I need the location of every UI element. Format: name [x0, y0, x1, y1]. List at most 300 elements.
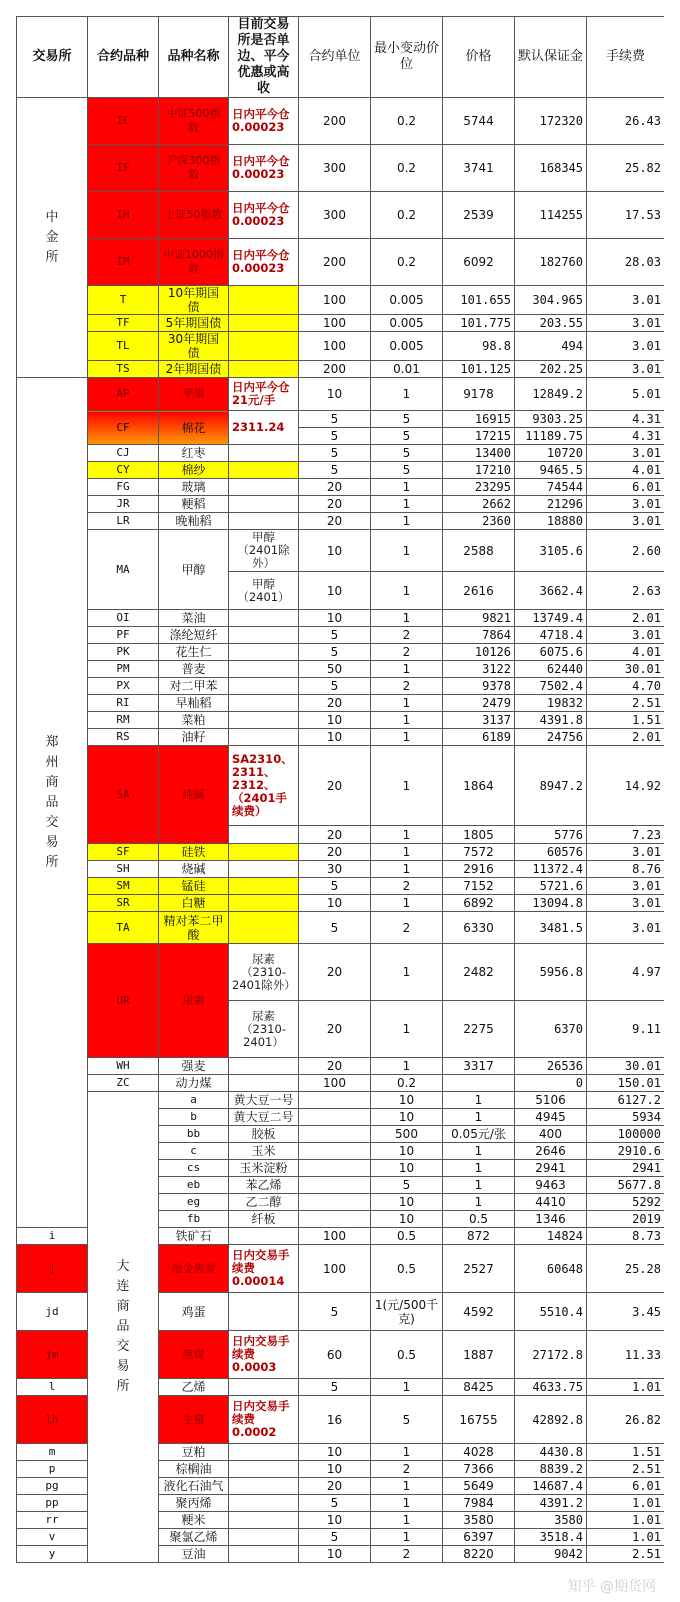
margin: 12849.2: [515, 378, 587, 411]
contract-code: v: [17, 1529, 88, 1546]
min-tick: 0.005: [371, 286, 443, 315]
note-cell: [299, 1109, 371, 1126]
contract-code: SF: [88, 844, 159, 861]
price: 9821: [443, 610, 515, 627]
margin: 304.965: [515, 286, 587, 315]
product-name: 棕榈油: [159, 1461, 229, 1478]
min-tick: 1: [371, 861, 443, 878]
table-row: [17, 895, 665, 912]
table-row: [17, 315, 665, 332]
table-row: [17, 411, 665, 428]
product-name: 锰硅: [159, 878, 229, 895]
contract-unit: 300: [299, 192, 371, 239]
min-tick: 5: [371, 462, 443, 479]
table-row: [17, 332, 665, 361]
note-cell: [299, 1092, 371, 1109]
margin: 9303.25: [515, 411, 587, 428]
contract-unit: 100: [299, 332, 371, 361]
min-tick: 0.5: [371, 1228, 443, 1245]
product-name: 强麦: [159, 1058, 229, 1075]
price: 3137: [443, 712, 515, 729]
min-tick: 2: [371, 912, 443, 944]
fee: 4.01: [587, 462, 665, 479]
header-margin: 默认保证金: [515, 17, 587, 98]
min-tick: 2: [371, 644, 443, 661]
note-cell: [229, 286, 299, 315]
header-row: [17, 17, 665, 98]
note-cell: [229, 1512, 299, 1529]
product-name: 铁矿石: [159, 1228, 229, 1245]
min-tick: 1: [371, 712, 443, 729]
fee: 2.51: [587, 1546, 665, 1563]
product-name: 苯乙烯: [229, 1177, 299, 1194]
fee: 1.51: [587, 712, 665, 729]
contract-code: SH: [88, 861, 159, 878]
min-tick: 1: [371, 944, 443, 1001]
product-name: 甲醇: [159, 530, 229, 610]
fee: 4.01: [587, 644, 665, 661]
min-tick: 0.2: [371, 192, 443, 239]
contract-unit: 20: [299, 944, 371, 1001]
header-min-tick: 最小变动价位: [371, 17, 443, 98]
contract-unit: 200: [299, 361, 371, 378]
min-tick: 1: [371, 729, 443, 746]
margin: 4718.4: [515, 627, 587, 644]
fee: 4.70: [587, 678, 665, 695]
note-cell: [229, 1478, 299, 1495]
contract-unit: 10: [371, 1194, 443, 1211]
price: 4945: [515, 1109, 587, 1126]
table-row: [17, 192, 665, 239]
contract-unit: 100: [299, 1245, 371, 1293]
min-tick: 0.5: [371, 1245, 443, 1293]
contract-unit: 5: [299, 1293, 371, 1331]
product-name: 对二甲苯: [159, 678, 229, 695]
contract-unit: 10: [371, 1092, 443, 1109]
contract-code: UR: [88, 944, 159, 1058]
contract-code: c: [159, 1143, 229, 1160]
min-tick: 1: [371, 513, 443, 530]
margin: 172320: [515, 98, 587, 145]
margin: 3481.5: [515, 912, 587, 944]
product-name: 精对苯二甲酸: [159, 912, 229, 944]
table-row: [17, 462, 665, 479]
header-fee: 手续费: [587, 17, 665, 98]
contract-code: m: [17, 1444, 88, 1461]
table-row: [17, 1075, 665, 1092]
min-tick: 0.2: [371, 98, 443, 145]
fee: 28.03: [587, 239, 665, 286]
margin: 5776: [515, 826, 587, 844]
contract-unit: 5: [299, 1379, 371, 1396]
price: 5744: [443, 98, 515, 145]
contract-code: pg: [17, 1478, 88, 1495]
fee: 8.73: [587, 1228, 665, 1245]
product-name: 动力煤: [159, 1075, 229, 1092]
contract-code: PX: [88, 678, 159, 695]
min-tick: 1: [371, 895, 443, 912]
contract-unit: 20: [299, 513, 371, 530]
min-tick: 2: [371, 627, 443, 644]
price: 8220: [443, 1546, 515, 1563]
margin: 18880: [515, 513, 587, 530]
product-name: 乙烯: [159, 1379, 229, 1396]
contract-unit: 20: [299, 746, 371, 826]
price: 4410: [515, 1194, 587, 1211]
contract-unit: 10: [299, 378, 371, 411]
min-tick: 1: [371, 1529, 443, 1546]
price: 872: [443, 1228, 515, 1245]
margin: 5677.8: [587, 1177, 665, 1194]
price: 2662: [443, 496, 515, 513]
min-tick: 1: [443, 1194, 515, 1211]
table-row: [17, 746, 665, 826]
contract-unit: 10: [299, 895, 371, 912]
product-name: 苹果: [159, 378, 229, 411]
contract-unit: 500: [371, 1126, 443, 1143]
product-name: 沪深300指数: [159, 145, 229, 192]
contract-code: SM: [88, 878, 159, 895]
min-tick: 0.005: [371, 332, 443, 361]
contract-code: jd: [17, 1293, 88, 1331]
fee: 8.76: [587, 861, 665, 878]
note-cell: [229, 1546, 299, 1563]
fee: 11.33: [587, 1331, 665, 1379]
header-price: 价格: [443, 17, 515, 98]
fee: 2.51: [587, 1461, 665, 1478]
contract-code: MA: [88, 530, 159, 610]
contract-code: CY: [88, 462, 159, 479]
contract-unit: 5: [299, 462, 371, 479]
fee: 6.01: [587, 479, 665, 496]
min-tick: 1: [371, 695, 443, 712]
contract-code: CJ: [88, 445, 159, 462]
note-cell: 日内平今仓 0.00023: [229, 145, 299, 192]
product-name: 白糖: [159, 895, 229, 912]
note-cell: [299, 1194, 371, 1211]
price: 7572: [443, 844, 515, 861]
contract-code: PF: [88, 627, 159, 644]
contract-unit: 30: [299, 861, 371, 878]
note-cell: [229, 861, 299, 878]
header-product-name: 品种名称: [159, 17, 229, 98]
product-name: 鸡蛋: [159, 1293, 229, 1331]
contract-code: IH: [88, 192, 159, 239]
price: 3741: [443, 145, 515, 192]
contract-unit: 10: [299, 610, 371, 627]
note-cell: [229, 1461, 299, 1478]
note-cell: [229, 678, 299, 695]
price: 8425: [443, 1379, 515, 1396]
contract-unit: 10: [299, 572, 371, 610]
fee: 4.97: [587, 944, 665, 1001]
price: 5649: [443, 1478, 515, 1495]
margin: 10720: [515, 445, 587, 462]
contract-code: i: [17, 1228, 88, 1245]
note-cell: [229, 361, 299, 378]
table-row: [17, 1092, 665, 1109]
exchange-cffex: 中金所: [17, 98, 88, 378]
min-tick: 0.2: [371, 145, 443, 192]
margin: 5510.4: [515, 1293, 587, 1331]
note-cell: 日内交易手续费 0.0002: [229, 1396, 299, 1444]
product-name: 聚氯乙烯: [159, 1529, 229, 1546]
table-row: [17, 844, 665, 861]
note-cell: 甲醇（2401）: [229, 572, 299, 610]
margin: 21296: [515, 496, 587, 513]
product-name: 2年期国债: [159, 361, 229, 378]
table-row: [17, 98, 665, 145]
min-tick: 0.2: [371, 239, 443, 286]
fee: 5.01: [587, 378, 665, 411]
min-tick: 1: [371, 496, 443, 513]
margin: 6075.6: [515, 644, 587, 661]
price: 9378: [443, 678, 515, 695]
contract-code: pp: [17, 1495, 88, 1512]
header-contract-unit: 合约单位: [299, 17, 371, 98]
contract-code: TS: [88, 361, 159, 378]
product-name: 早籼稻: [159, 695, 229, 712]
contract-code: RI: [88, 695, 159, 712]
min-tick: 1: [371, 1512, 443, 1529]
contract-unit: 10: [371, 1109, 443, 1126]
table-row: [17, 530, 665, 572]
price: 2941: [515, 1160, 587, 1177]
contract-code: fb: [159, 1211, 229, 1228]
price: 17210: [443, 462, 515, 479]
min-tick: 0.05元/张: [443, 1126, 515, 1143]
contract-code: eg: [159, 1194, 229, 1211]
table-row: [17, 729, 665, 746]
min-tick: 1: [371, 826, 443, 844]
contract-unit: 20: [299, 1478, 371, 1495]
product-name: 普麦: [159, 661, 229, 678]
margin: 168345: [515, 145, 587, 192]
min-tick: 0.5: [371, 1331, 443, 1379]
table-row: [17, 878, 665, 895]
contract-unit: 10: [299, 1512, 371, 1529]
note-cell: [229, 462, 299, 479]
fee: 1.51: [587, 1444, 665, 1461]
price: 2588: [443, 530, 515, 572]
note-cell: [229, 729, 299, 746]
margin: 42892.8: [515, 1396, 587, 1444]
contract-code: PK: [88, 644, 159, 661]
note-cell: 尿素（2310-2401）: [229, 1001, 299, 1058]
product-name: 粳米: [159, 1512, 229, 1529]
fee: 3.01: [587, 315, 665, 332]
note-cell: 日内平今仓 0.00023: [229, 239, 299, 286]
contract-unit: 5: [299, 878, 371, 895]
product-name: 10年期国债: [159, 286, 229, 315]
fee: 3.01: [587, 445, 665, 462]
product-name: 棉纱: [159, 462, 229, 479]
margin: 2910.6: [587, 1143, 665, 1160]
contract-code: IC: [88, 98, 159, 145]
product-name: 乙二醇: [229, 1194, 299, 1211]
contract-code: y: [17, 1546, 88, 1563]
note-cell: 日内平今仓21元/手: [229, 378, 299, 411]
table-row: [17, 912, 665, 944]
fee: 25.82: [587, 145, 665, 192]
table-row: [17, 678, 665, 695]
note-cell: [299, 1177, 371, 1194]
margin: 11189.75: [515, 428, 587, 445]
note-cell: [229, 712, 299, 729]
price: 101.655: [443, 286, 515, 315]
margin: 13094.8: [515, 895, 587, 912]
min-tick: 1: [371, 378, 443, 411]
contract-code: CF: [88, 411, 159, 445]
fee: 14.92: [587, 746, 665, 826]
price: 2360: [443, 513, 515, 530]
note-cell: [229, 315, 299, 332]
contract-unit: 5: [299, 644, 371, 661]
table-row: [17, 712, 665, 729]
product-name: 烧碱: [159, 861, 229, 878]
product-name: 黄大豆一号: [229, 1092, 299, 1109]
contract-unit: 5: [299, 411, 371, 428]
margin: 11372.4: [515, 861, 587, 878]
product-name: 黄大豆二号: [229, 1109, 299, 1126]
note-cell: [229, 332, 299, 361]
price: 1864: [443, 746, 515, 826]
fee: 3.01: [587, 361, 665, 378]
note-cell: [299, 1143, 371, 1160]
contract-code: FG: [88, 479, 159, 496]
min-tick: 2: [371, 678, 443, 695]
contract-unit: 20: [299, 496, 371, 513]
fee: 25.28: [587, 1245, 665, 1293]
contract-unit: 5: [299, 1529, 371, 1546]
contract-code: eb: [159, 1177, 229, 1194]
note-cell: [229, 878, 299, 895]
price: 400: [515, 1126, 587, 1143]
price: 3122: [443, 661, 515, 678]
contract-code: SA: [88, 746, 159, 844]
contract-code: TL: [88, 332, 159, 361]
margin: 3662.4: [515, 572, 587, 610]
min-tick: 5: [371, 1396, 443, 1444]
min-tick: 1: [371, 1495, 443, 1512]
note-cell: [229, 895, 299, 912]
margin: 9465.5: [515, 462, 587, 479]
price: 2539: [443, 192, 515, 239]
min-tick: 2: [371, 1461, 443, 1478]
note-cell: [229, 513, 299, 530]
min-tick: 1: [443, 1177, 515, 1194]
contract-unit: 20: [299, 844, 371, 861]
margin: 8839.2: [515, 1461, 587, 1478]
note-cell: [229, 479, 299, 496]
product-name: 玻璃: [159, 479, 229, 496]
contract-unit: 100: [299, 1075, 371, 1092]
contract-unit: 5: [299, 627, 371, 644]
min-tick: 1: [371, 746, 443, 826]
contract-code: bb: [159, 1126, 229, 1143]
fee: 3.01: [587, 332, 665, 361]
margin: 0: [515, 1075, 587, 1092]
price: 4592: [443, 1293, 515, 1331]
margin: 6370: [515, 1001, 587, 1058]
contract-unit: 5: [299, 678, 371, 695]
product-name: 尿素: [159, 944, 229, 1058]
margin: 4430.8: [515, 1444, 587, 1461]
product-name: 上证50指数: [159, 192, 229, 239]
fee: 1.01: [587, 1529, 665, 1546]
fee-table-sheet: [16, 16, 664, 1602]
price: 2916: [443, 861, 515, 878]
product-name: 5年期国债: [159, 315, 229, 332]
product-name: 焦煤: [159, 1331, 229, 1379]
margin: 4633.75: [515, 1379, 587, 1396]
price: 101.775: [443, 315, 515, 332]
product-name: 纯碱: [159, 746, 229, 844]
table-row: [17, 239, 665, 286]
margin: 114255: [515, 192, 587, 239]
watermark: 知乎 @期货网: [567, 1579, 656, 1595]
fee: 2.01: [587, 610, 665, 627]
contract-unit: 10: [299, 530, 371, 572]
min-tick: 2: [371, 878, 443, 895]
fee: 9.11: [587, 1001, 665, 1058]
margin: 3518.4: [515, 1529, 587, 1546]
min-tick: 1: [371, 844, 443, 861]
note-cell: 日内平今仓 0.00023: [229, 192, 299, 239]
price: 13400: [443, 445, 515, 462]
price: 98.8: [443, 332, 515, 361]
price: 6330: [443, 912, 515, 944]
margin: 5292: [587, 1194, 665, 1211]
product-name: 棉花: [159, 411, 229, 445]
table-row: [17, 1058, 665, 1075]
contract-unit: 16: [299, 1396, 371, 1444]
table-row: [17, 445, 665, 462]
note-cell: [229, 912, 299, 944]
product-name: 油籽: [159, 729, 229, 746]
note-cell: [229, 1444, 299, 1461]
fee: 30.01: [587, 661, 665, 678]
price: 2527: [443, 1245, 515, 1293]
note-cell: [229, 1075, 299, 1092]
min-tick: 1: [371, 610, 443, 627]
contract-unit: 5: [299, 1495, 371, 1512]
margin: 2019: [587, 1211, 665, 1228]
note-cell: [229, 496, 299, 513]
contract-code: T: [88, 286, 159, 315]
margin: 24756: [515, 729, 587, 746]
contract-unit: 100: [299, 286, 371, 315]
contract-unit: 60: [299, 1331, 371, 1379]
margin: 19832: [515, 695, 587, 712]
margin: 14687.4: [515, 1478, 587, 1495]
min-tick: 1: [371, 1001, 443, 1058]
table-row: [17, 661, 665, 678]
margin: 4391.8: [515, 712, 587, 729]
product-name: 中证500指数: [159, 98, 229, 145]
fee: 2.60: [587, 530, 665, 572]
contract-unit: 10: [299, 1461, 371, 1478]
fee: 3.01: [587, 496, 665, 513]
fee: 3.01: [587, 878, 665, 895]
contract-unit: 200: [299, 98, 371, 145]
contract-code: AP: [88, 378, 159, 411]
fee: 150.01: [587, 1075, 665, 1092]
margin: 100000: [587, 1126, 665, 1143]
note-cell: [229, 1058, 299, 1075]
fee: 1.01: [587, 1495, 665, 1512]
fee: 3.01: [587, 844, 665, 861]
